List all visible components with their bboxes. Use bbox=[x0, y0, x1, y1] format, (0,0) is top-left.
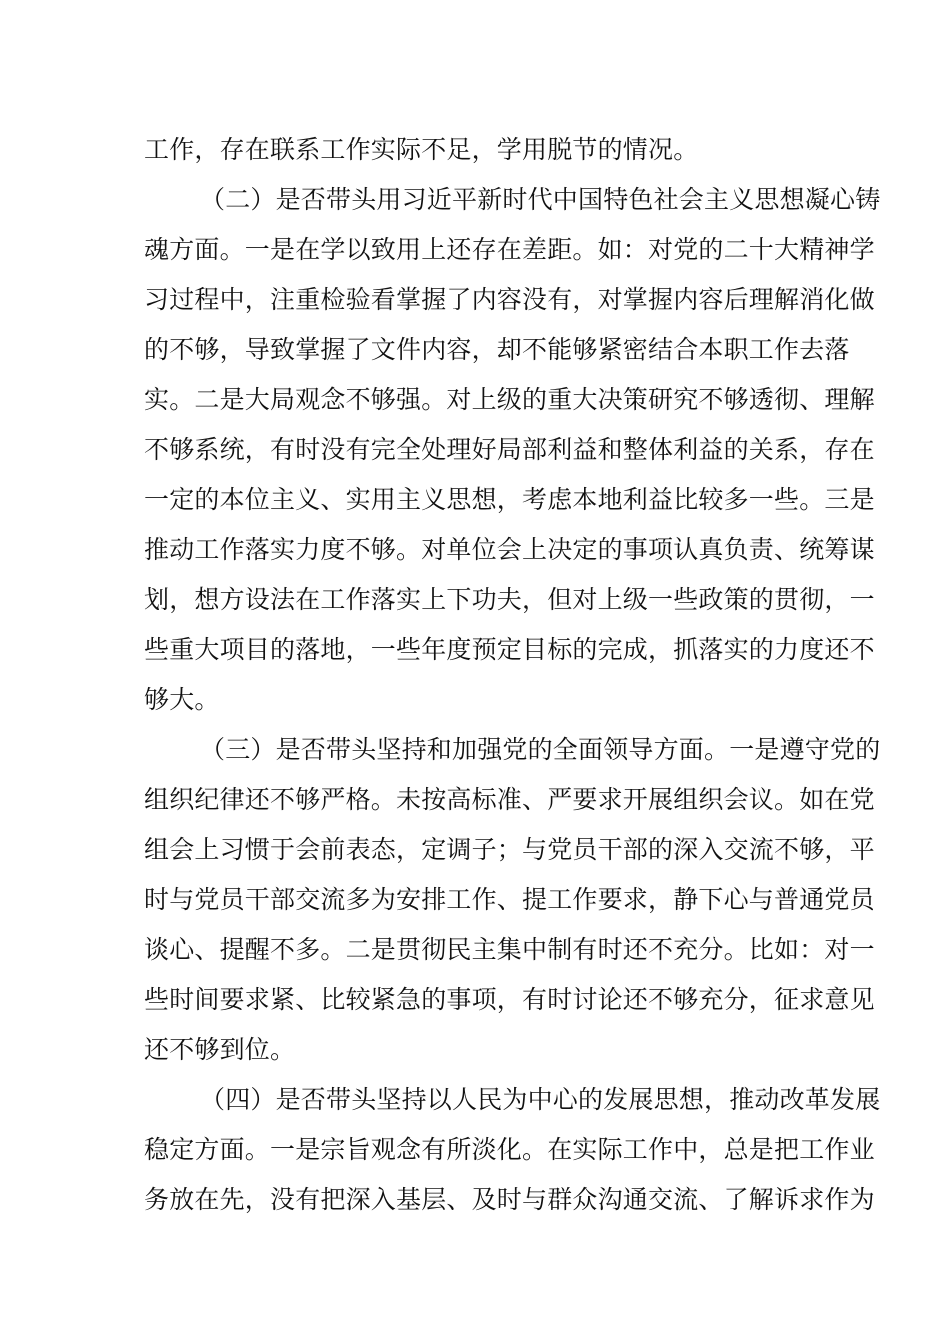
text-line: 的不够，导致掌握了文件内容，却不能够紧密结合本职工作去落 bbox=[144, 335, 850, 364]
text-line: 些重大项目的落地，一些年度预定目标的完成，抓落实的力度还不 bbox=[144, 635, 875, 664]
text-line: 推动工作落实力度不够。对单位会上决定的事项认真负责、统筹谋 bbox=[144, 535, 875, 564]
text-line: 划，想方设法在工作落实上下功夫，但对上级一些政策的贯彻，一 bbox=[144, 585, 875, 614]
text-line: 习过程中，注重检验看掌握了内容没有，对掌握内容后理解消化做 bbox=[144, 285, 875, 314]
text-line: 还不够到位。 bbox=[144, 1035, 296, 1064]
section-heading-2: （二）是否带头用习近平新时代中国特色社会主义思想凝心铸 bbox=[200, 185, 881, 214]
text-line: 够大。 bbox=[144, 685, 220, 714]
text-line: 谈心、提醒不多。二是贯彻民主集中制有时还不充分。比如：对一 bbox=[144, 935, 875, 964]
text-line: 一定的本位主义、实用主义思想，考虑本地利益比较多一些。三是 bbox=[144, 485, 875, 514]
text-line: 实。二是大局观念不够强。对上级的重大决策研究不够透彻、理解 bbox=[144, 385, 875, 414]
text-line: 稳定方面。一是宗旨观念有所淡化。在实际工作中，总是把工作业 bbox=[144, 1135, 875, 1164]
text-line: 务放在先，没有把深入基层、及时与群众沟通交流、了解诉求作为 bbox=[144, 1185, 875, 1214]
text-line: 时与党员干部交流多为安排工作、提工作要求，静下心与普通党员 bbox=[144, 885, 875, 914]
section-heading-3: （三）是否带头坚持和加强党的全面领导方面。一是遵守党的 bbox=[200, 735, 881, 764]
text-line: 魂方面。一是在学以致用上还存在差距。如：对党的二十大精神学 bbox=[144, 235, 875, 264]
text-line: 不够系统，有时没有完全处理好局部利益和整体利益的关系，存在 bbox=[144, 435, 875, 464]
text-line: 组会上习惯于会前表态，定调子；与党员干部的深入交流不够，平 bbox=[144, 835, 875, 864]
text-line: 些时间要求紧、比较紧急的事项，有时讨论还不够充分，征求意见 bbox=[144, 985, 875, 1014]
text-line: 组织纪律还不够严格。未按高标准、严要求开展组织会议。如在党 bbox=[144, 785, 875, 814]
section-heading-4: （四）是否带头坚持以人民为中心的发展思想，推动改革发展 bbox=[200, 1085, 881, 1114]
text-line: 工作，存在联系工作实际不足，学用脱节的情况。 bbox=[144, 135, 699, 164]
